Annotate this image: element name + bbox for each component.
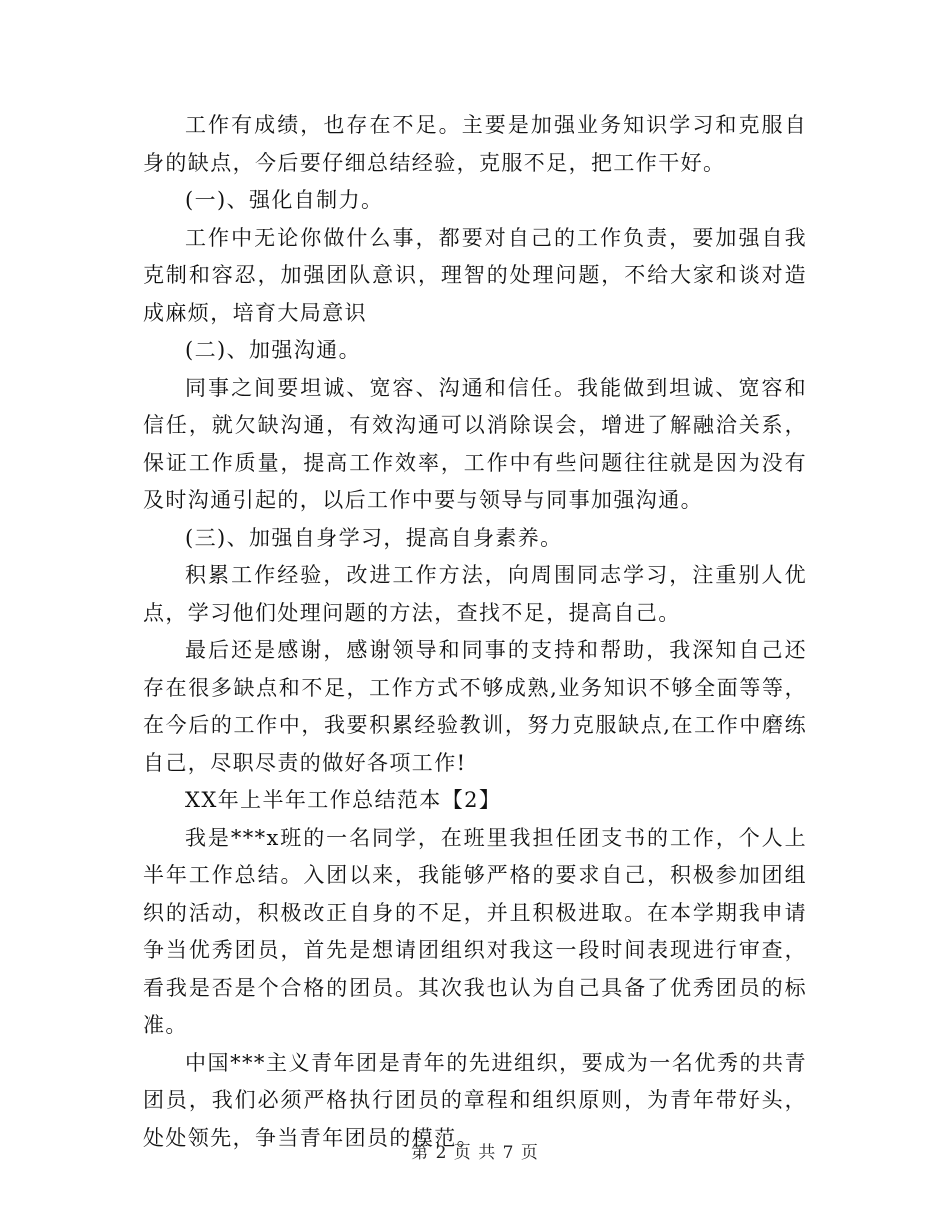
paragraph-thanks: 最后还是感谢，感谢领导和同事的支持和帮助，我深知自己还存在很多缺点和不足，工作方式不够成熟,业务知识不够全面等等，在今后的工作中，我要积累经验教训，努力克服缺点,在工作中磨练自己，尽职尽责的做好各项工作! [143,638,807,775]
heading-self-study: (三)、加强自身学习，提高自身素养。 [185,525,563,550]
heading-self-discipline: (一)、强化自制力。 [185,188,384,212]
section-title-sample-2: XX年上半年工作总结范本【2】 [185,788,502,812]
paragraph-self-discipline: 工作中无论你做什么事，都要对自己的工作负责，要加强自我克制和容忍，加强团队意识，理智的处理问题，不给大家和谈对造成麻烦，培育大局意识 [143,225,807,325]
page-footer [0,1138,950,1163]
paragraph-league-secretary: 我是***x班的一名同学，在班里我担任团支书的工作，个人上半年工作总结。入团以来，我能够严格的要求自己，积极参加团组织的活动，积极改正自身的不足，并且积极进取。在本学期我申请争当优秀团员，首先是想请团组织对我这一段时间表现进行审查，看我是否是个合格的团员。其次我也认为自己具备了优秀团员的标准。 [143,825,807,1037]
page-number-label: 第 2 页 共 7 页 [411,1143,539,1163]
paragraph-communication: 同事之间要坦诚、宽容、沟通和信任。我能做到坦诚、宽容和信任，就欠缺沟通，有效沟通可以消除误会，增进了解融洽关系，保证工作质量，提高工作效率，工作中有些问题往往就是因为没有及时沟通引起的，以后工作中要与领导与同事加强沟通。 [143,375,807,512]
paragraph-youth-league: 中国***主义青年团是青年的先进组织，要成为一名优秀的共青团员，我们必须严格执行团员的章程和组织原则，为青年带好头，处处领先，争当青年团员的模范。 [143,1050,807,1150]
paragraph-self-study: 积累工作经验，改进工作方法，向周围同志学习，注重别人优点，学习他们处理问题的方法，查找不足，提高自己。 [143,563,807,625]
paragraph-summary-intro: 工作有成绩，也存在不足。主要是加强业务知识学习和克服自身的缺点，今后要仔细总结经验，克服不足，把工作干好。 [143,113,807,175]
heading-communication: (二)、加强沟通。 [185,338,361,362]
document-body [143,107,807,1157]
